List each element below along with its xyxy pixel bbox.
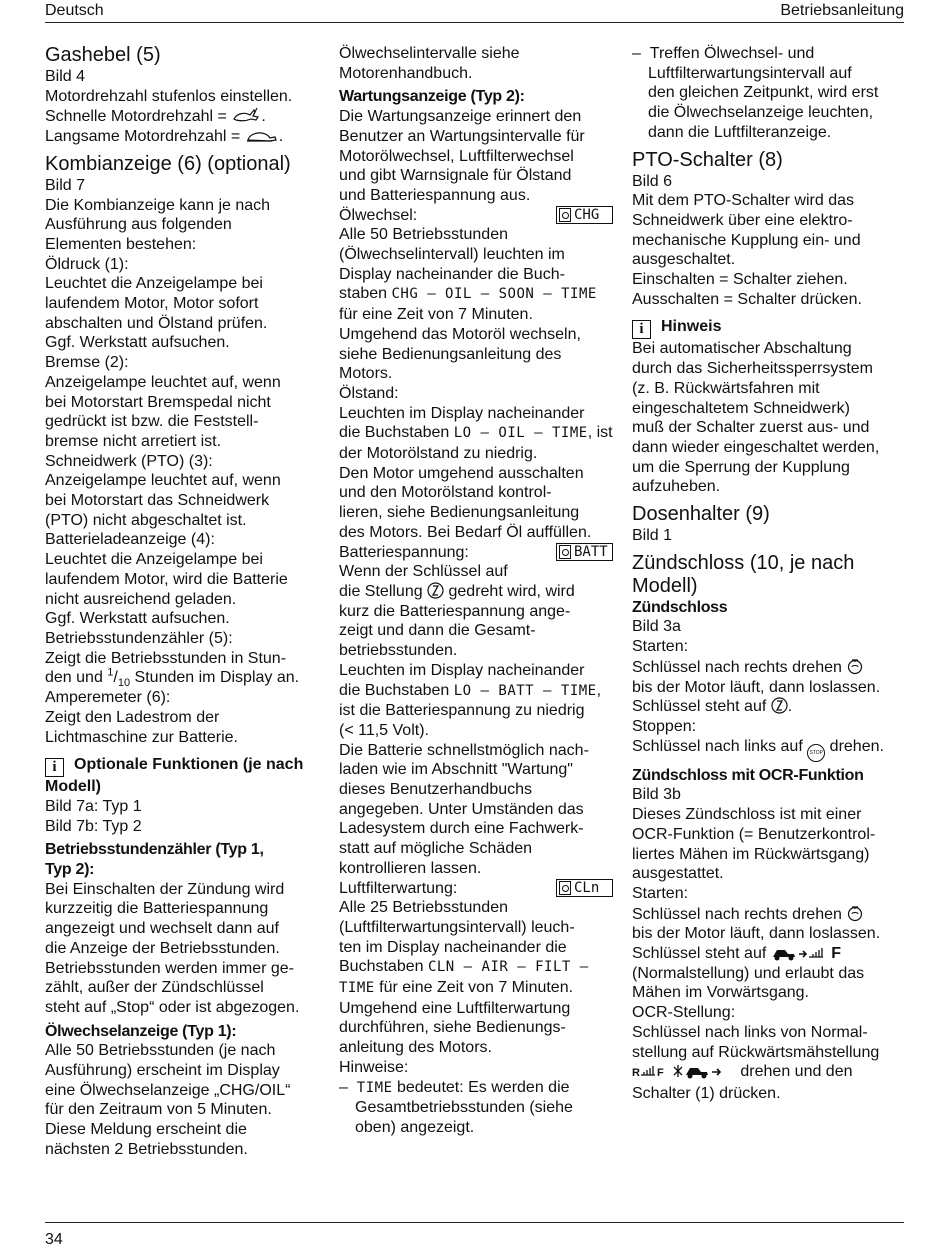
- text-line: Mit dem PTO-Schalter wird das: [632, 192, 854, 210]
- text-line: Motorenhandbuch.: [339, 64, 473, 82]
- text-line: dann wieder eingeschaltet werden,: [632, 438, 880, 456]
- text-line: bei Motorstart das Schneidwerk: [45, 492, 270, 510]
- text-line: Motordrehzahl stufenlos einstellen.: [45, 87, 293, 105]
- text-line: Betriebsstundenzähler (5):: [45, 629, 233, 647]
- heading-zuendschloss: Zündschloss (10, je nach: [632, 551, 855, 574]
- text-line: um die Sperrung der Kupplung: [632, 458, 850, 476]
- text-line: die Anzeige der Betriebsstunden.: [45, 939, 280, 957]
- text-line: statt auf mögliche Schäden: [339, 840, 533, 858]
- text-line: Alle 50 Betriebsstunden: [339, 226, 508, 244]
- lcd-text: LO – OIL – TIME: [453, 425, 588, 442]
- heading-wartungsanzeige: Wartungsanzeige (Typ 2):: [339, 88, 525, 106]
- text-line: für eine Zeit von 7 Minuten.: [339, 306, 533, 324]
- text-line: Anzeigelampe leuchtet auf, wenn: [45, 472, 281, 490]
- text-line: Bild 4: [45, 68, 86, 85]
- text-line: Schalter (1) drücken.: [632, 1084, 781, 1102]
- text-line: (PTO) nicht abgeschaltet ist.: [45, 511, 247, 529]
- text-line: die Buchstaben LO – OIL – TIME, ist: [339, 424, 613, 442]
- text-line: OCR-Funktion (= Benutzerkontrol-: [632, 825, 876, 843]
- lcd-text: LO – BATT – TIME: [453, 682, 597, 699]
- list-item: – TIME bedeutet: Es werden die Gesamtbetriebsstunden (siehe oben) angezeigt.: [339, 1078, 573, 1136]
- text-line: Display nacheinander die Buch-: [339, 265, 565, 283]
- text-line: die Stellung gedreht wird, wird: [339, 582, 575, 600]
- text-line: Ölstand:: [339, 384, 399, 402]
- text-line: Zeigt die Betriebsstunden in Stun-: [45, 649, 287, 667]
- text-line: Schlüssel nach links von Normal-: [632, 1023, 868, 1041]
- text-line: Bei Einschalten der Zündung wird: [45, 880, 285, 898]
- text-line: liertes Mähen im Rückwärtsgang): [632, 845, 870, 863]
- text-line: kurzzeitig die Batteriespannung: [45, 900, 269, 918]
- text-line: Schlüssel nach links auf STOP drehen.: [632, 737, 907, 762]
- text-line: die Buchstaben LO – BATT – TIME,: [339, 681, 602, 699]
- text-line: laufendem Motor, wird die Batterie: [45, 570, 288, 588]
- text-line: (Normalstellung) und erlaubt das: [632, 964, 865, 982]
- text-line: Mähen im Vorwärtsgang.: [632, 984, 809, 1002]
- text-line: lieren, siehe Bedienungsanleitung: [339, 504, 580, 522]
- heading-kombianzeige: Kombianzeige (6) (optional): [45, 152, 291, 175]
- text-line: Leuchtet die Anzeigelampe bei: [45, 551, 263, 569]
- text-line: Öldruck (1):: [45, 255, 129, 273]
- text-line: angegeben. Unter Umständen das: [339, 800, 584, 818]
- text-line: und den Motorölstand kontrol-: [339, 484, 552, 502]
- text-line: Schlüssel nach rechts drehen: [632, 904, 907, 925]
- text-line: Ölwechselintervalle siehe: [339, 45, 520, 62]
- text-line: Ausführung) erscheint im Display: [45, 1062, 280, 1080]
- text-line: durchführen, siehe Bedienungs-: [339, 1019, 566, 1037]
- text-line: durch das Sicherheitssperrsystem: [632, 360, 873, 378]
- text-line: der Motorölstand zu niedrig.: [339, 445, 538, 463]
- heading-betriebsstundenzaehler-cont: Typ 2):: [45, 861, 95, 879]
- text-line: BATT Batteriespannung:: [339, 543, 613, 563]
- footer-divider: [45, 1222, 904, 1223]
- text-line: mechanische Kupplung ein- und: [632, 231, 861, 249]
- rabbit-icon: [231, 106, 261, 124]
- text-line: und gibt Warnsignale für Ölstand: [339, 167, 572, 185]
- text-line: Bei automatischer Abschaltung: [632, 340, 852, 358]
- header-doc-title: Betriebsanleitung: [780, 2, 904, 19]
- ignition-position-icon: [771, 697, 788, 714]
- text-line: Leuchtet die Anzeigelampe bei: [45, 275, 263, 293]
- text-line: CHG Ölwechsel:: [339, 206, 613, 226]
- heading-pto-schalter: PTO-Schalter (8): [632, 148, 783, 171]
- engine-start-icon: [846, 904, 864, 922]
- text-line: Die Batterie schnellstmöglich nach-: [339, 741, 589, 759]
- text-line: Schneidwerk (PTO) (3):: [45, 452, 213, 470]
- page-number: 34: [45, 1231, 63, 1248]
- text-line: staben CHG – OIL – SOON – TIME: [339, 285, 597, 303]
- text-line: Bild 6: [632, 172, 673, 190]
- subheading-zuendschloss: Zündschloss: [632, 598, 728, 616]
- text-line: Bremse (2):: [45, 354, 129, 372]
- text-line: und Batteriespannung aus.: [339, 186, 531, 204]
- text-line: Motorölwechsel, Luftfilterwechsel: [339, 147, 574, 165]
- text-line: Modell): [45, 778, 101, 796]
- text-line: Umgehend eine Luftfilterwartung: [339, 999, 571, 1017]
- column-middle: [339, 44, 613, 1138]
- stop-icon: STOP: [807, 744, 825, 762]
- text-line: Buchstaben CLN – AIR – FILT –: [339, 958, 589, 976]
- heading-zuendschloss-cont: Modell): [632, 574, 698, 597]
- column-right: [632, 44, 907, 1104]
- lcd-text: TIME: [356, 1079, 393, 1096]
- text-line: Ggf. Werkstatt aufsuchen.: [45, 334, 230, 352]
- text-line: Wenn der Schlüssel auf: [339, 563, 508, 581]
- text-line: dieses Benutzerhandbuchs: [339, 781, 533, 799]
- text-line: angezeigt und wechselt dann auf: [45, 920, 279, 938]
- text-line: eine Ölwechselanzeige „CHG/OIL“: [45, 1081, 291, 1099]
- text-line: Elementen bestehen:: [45, 235, 197, 253]
- text-line: laufendem Motor, Motor sofort: [45, 295, 259, 313]
- text-line: Bild 7a: Typ 1: [45, 797, 142, 815]
- text-line: Leuchten im Display nacheinander: [339, 661, 585, 679]
- heading-oelwechselanzeige: Ölwechselanzeige (Typ 1):: [45, 1022, 237, 1040]
- text-line: Schnelle Motordrehzahl = .: [45, 108, 266, 126]
- text-line: bis der Motor läuft, dann loslassen.: [632, 925, 881, 943]
- text-line: Schlüssel nach rechts drehen: [632, 657, 907, 678]
- text-line: ausgeschaltet.: [632, 251, 736, 269]
- text-line: Lichtmaschine zur Batterie.: [45, 728, 238, 746]
- text-line: bremse nicht arretiert ist.: [45, 432, 222, 450]
- text-line: Motors.: [339, 365, 393, 383]
- text-line: Einschalten = Schalter ziehen.: [632, 271, 848, 289]
- text-line: Bild 7b: Typ 2: [45, 817, 142, 835]
- text-line: Stoppen:: [632, 717, 697, 735]
- text-line: Diese Meldung erscheint die: [45, 1121, 247, 1139]
- text-line: eingeschaltetem Schneidwerk): [632, 399, 850, 417]
- text-line: ten im Display nacheinander die: [339, 938, 567, 956]
- display-badge-chg: CHG: [556, 206, 613, 224]
- text-line: CLn Luftfilterwartung:: [339, 879, 613, 899]
- reverse-mowing-icon: [640, 1063, 736, 1079]
- text-line: OCR-Stellung:: [632, 1004, 736, 1022]
- oil-lamp-icon: [559, 208, 571, 222]
- text-line: Die Wartungsanzeige erinnert den: [339, 108, 582, 126]
- lcd-text: CHG – OIL – SOON – TIME: [391, 286, 597, 303]
- text-line: kontrollieren lassen.: [339, 859, 482, 877]
- info-icon: i: [632, 320, 651, 339]
- text-line: kurz die Batteriespannung ange-: [339, 602, 571, 620]
- column-left: [45, 44, 323, 1160]
- text-line: Leuchten im Display nacheinander: [339, 404, 585, 422]
- text-line: Langsame Motordrehzahl = .: [45, 128, 284, 146]
- text-line: Den Motor umgehend ausschalten: [339, 464, 584, 482]
- text-line: Zeigt den Ladestrom der: [45, 708, 220, 726]
- text-line: bei Motorstart Bremspedal nicht: [45, 393, 271, 411]
- engine-start-icon: [846, 657, 864, 675]
- text-line: Benutzer an Wartungsintervalle für: [339, 127, 585, 145]
- text-line: laden wie im Abschnitt "Wartung": [339, 761, 573, 779]
- text-line: Ggf. Werkstatt aufsuchen.: [45, 610, 230, 628]
- filter-lamp-icon: [559, 881, 571, 895]
- heading-dosenhalter: Dosenhalter (9): [632, 503, 770, 526]
- text-line: aufzuheben.: [632, 478, 721, 496]
- lcd-text: CLN – AIR – FILT –: [427, 959, 589, 976]
- heading-gashebel: Gashebel (5): [45, 44, 161, 66]
- heading-betriebsstundenzaehler: Betriebsstundenzähler (Typ 1,: [45, 841, 264, 859]
- text-line: Die Kombianzeige kann je nach: [45, 196, 271, 214]
- text-line: Schlüssel steht auf F: [632, 945, 841, 963]
- display-badge-cln: CLn: [556, 879, 613, 897]
- text-line: Starten:: [632, 884, 689, 902]
- text-line: Bild 3a: [632, 618, 681, 636]
- text-line: abschalten und Ölstand prüfen.: [45, 314, 268, 332]
- text-line: (z. B. Rückwärtsfahren mit: [632, 379, 820, 397]
- text-line: steht auf „Stop“ oder ist abgezogen.: [45, 998, 300, 1016]
- text-line: Alle 50 Betriebsstunden (je nach: [45, 1042, 276, 1060]
- text-line: stellung auf Rückwärtsmähstellung: [632, 1043, 880, 1061]
- text-line: zählt, außer der Zündschlüssel: [45, 979, 264, 997]
- text-line: für den Zeitraum von 5 Minuten.: [45, 1101, 272, 1119]
- optional-functions-heading: i Optionale Funktionen (je nach: [45, 755, 323, 777]
- text-line: Bild 7: [45, 176, 86, 194]
- text-line: ist die Batteriespannung zu niedrig: [339, 702, 585, 720]
- text-line: ausgestattet.: [632, 865, 724, 883]
- text-line: Betriebsstunden werden immer ge-: [45, 959, 295, 977]
- text-line: Dieses Zündschloss ist mit einer: [632, 806, 862, 824]
- text-line: Ausschalten = Schalter drücken.: [632, 290, 862, 308]
- text-line: nicht ausreichend geladen.: [45, 590, 237, 608]
- text-line: R F drehen und den: [632, 1063, 853, 1081]
- text-line: siehe Bedienungsanleitung des: [339, 345, 562, 363]
- text-line: den und $^1/_{10}$ Stunden im Display an.: [45, 667, 300, 690]
- text-line: (Luftfilterwartungsintervall) leuch-: [339, 918, 575, 936]
- text-line: (Ölwechselintervall) leuchten im: [339, 246, 565, 264]
- forward-letter: F: [656, 1067, 664, 1080]
- text-line: Schlüssel steht auf .: [632, 698, 793, 716]
- text-line: Alle 25 Betriebsstunden: [339, 899, 508, 917]
- text-line: Bild 3b: [632, 786, 681, 804]
- text-line: Ladesystem durch eine Fachwerk-: [339, 820, 584, 838]
- text-line: Amperemeter (6):: [45, 689, 171, 707]
- text-line: Hinweise:: [339, 1058, 409, 1076]
- info-icon: i: [45, 758, 64, 777]
- text-line: Anzeigelampe leuchtet auf, wenn: [45, 373, 281, 391]
- text-line: Starten:: [632, 638, 689, 656]
- text-line: des Motors. Bei Bedarf Öl auffüllen.: [339, 523, 592, 541]
- text-line: Schneidwerk über eine elektro-: [632, 211, 853, 229]
- text-line: (< 11,5 Volt).: [339, 721, 429, 739]
- heading-ocr-funktion: Zündschloss mit OCR-Funktion: [632, 766, 864, 784]
- header-divider: [45, 22, 904, 23]
- battery-lamp-icon: [559, 545, 571, 559]
- list-item: – Treffen Ölwechsel- und Luftfilterwartungsintervall auf den gleichen Zeitpunkt, wird erst die Ölwechselanzeige leuchten, dann die Luftfilteranzeige.: [632, 45, 879, 141]
- text-line: gedrückt ist bzw. die Feststell-: [45, 413, 259, 431]
- text-line: Bild 1: [632, 527, 673, 545]
- text-line: betriebsstunden.: [339, 642, 458, 660]
- text-line: nächsten 2 Betriebsstunden.: [45, 1140, 248, 1158]
- text-line: anleitung des Motors.: [339, 1039, 492, 1057]
- forward-mowing-icon: [771, 945, 827, 961]
- lcd-text: TIME: [339, 980, 375, 997]
- text-line: TIME für eine Zeit von 7 Minuten.: [339, 979, 574, 997]
- text-line: muß der Schalter zuerst aus- und: [632, 419, 870, 437]
- display-badge-batt: BATT: [556, 543, 613, 561]
- turtle-icon: [245, 128, 279, 144]
- text-line: bis der Motor läuft, dann loslassen.: [632, 678, 881, 696]
- text-line: Ausführung aus folgenden: [45, 216, 232, 234]
- header-language: Deutsch: [45, 2, 104, 19]
- ignition-position-icon: [427, 582, 444, 599]
- hinweis-heading: i Hinweis: [632, 317, 907, 339]
- text-line: Batterieladeanzeige (4):: [45, 531, 215, 549]
- text-line: zeigt und dann die Gesamt-: [339, 622, 536, 640]
- text-line: Umgehend das Motoröl wechseln,: [339, 325, 581, 343]
